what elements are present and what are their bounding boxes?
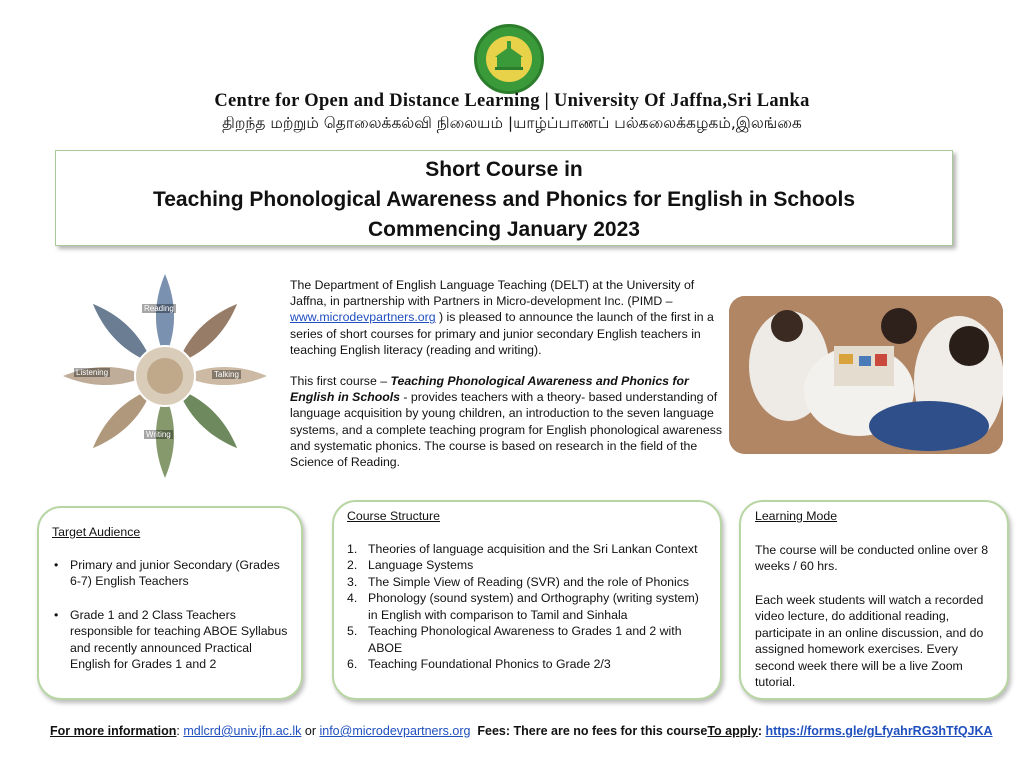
petal-label-talking: Talking xyxy=(214,370,239,379)
title-line-3: Commencing January 2023 xyxy=(368,218,640,241)
fees-text: : There are no fees for this course xyxy=(505,724,708,738)
learning-mode-heading: Learning Mode xyxy=(755,509,838,523)
item-text: Theories of language acquisition and the Sri Lankan Context xyxy=(368,541,698,556)
item-text: Phonology (sound system) and Orthography (writing system) in English with comparison to Tamil and Sinhala xyxy=(368,591,699,622)
course-structure-item xyxy=(347,541,709,558)
course-structure-item xyxy=(347,623,709,656)
target-audience-heading: Target Audience xyxy=(52,525,141,539)
pimd-website-link[interactable]: www.microdevpartners.org xyxy=(290,310,436,325)
intro-p1-text: The Department of English Language Teaching (DELT) at the University of Jaffna, in partnership with Partners in Micro-development Inc. (PIMD – xyxy=(290,278,695,309)
audience-item: • Grade 1 and 2 Class Teachers responsible for teaching ABOE Syllabus and recently announced Practical English for Grades 1 and 2 xyxy=(52,607,288,673)
organization-name-tamil: திறந்த மற்றும் தொலைக்கல்வி நிலையம் |யாழ்ப்பாணப் பல்கலைக்கழகம்,இலங்கை xyxy=(222,114,802,132)
university-logo xyxy=(474,24,544,94)
more-info-label: For more information xyxy=(50,724,177,738)
intro-p1-text-end: ) is pleased to announce the launch of the first in a series of short courses for primary and junior secondary English teachers in teaching English literacy (reading and writing). xyxy=(290,310,714,357)
item-number: 5. xyxy=(347,624,358,638)
course-structure-item xyxy=(347,590,709,623)
item-number: 3. xyxy=(347,574,358,589)
literacy-flower-graphic xyxy=(52,270,278,482)
course-structure-item xyxy=(347,574,709,591)
classroom-photo xyxy=(729,296,1003,454)
title-line-2: Teaching Phonological Awareness and Phonics for English in Schools xyxy=(152,188,856,211)
audience-item: • Primary and junior Secondary (Grades 6-7) English Teachers xyxy=(52,557,288,590)
email-link-info[interactable]: info@microdevpartners.org xyxy=(319,724,471,738)
petal-label-listening: Listening xyxy=(76,368,109,377)
intro-p2-text: This first course – xyxy=(290,374,391,389)
item-number: 1. xyxy=(347,541,358,556)
course-structure-item xyxy=(347,557,709,574)
apply-form-link[interactable]: https://forms.gle/gLfyahrRG3hTfQJKA xyxy=(765,724,993,738)
petal-label-reading: Reading xyxy=(144,304,174,313)
item-number: 6. xyxy=(347,657,358,671)
course-title-box xyxy=(55,150,953,246)
item-text: Teaching Foundational Phonics to Grade 2/3 xyxy=(368,657,611,671)
item-number: 4. xyxy=(347,591,358,605)
course-structure-heading: Course Structure xyxy=(347,509,440,523)
learning-mode-box xyxy=(739,500,1009,700)
apply-colon: : xyxy=(757,724,766,738)
target-audience-box xyxy=(37,506,303,700)
intro-p2-text-end: - provides teachers with a theory- based understanding of language acquisition by young children, an introduction to the seven language systems, and a complete teaching program for English phonological awareness and systematic phonics. The course is based on research in the field of the Science of Reading. xyxy=(290,390,722,470)
item-text: The Simple View of Reading (SVR) and the role of Phonics xyxy=(368,574,690,589)
organization-name-english: Centre for Open and Distance Learning | University Of Jaffna,Sri Lanka xyxy=(214,91,810,111)
footer-contact-line xyxy=(50,724,1020,738)
fees-label: Fees xyxy=(477,724,506,738)
learning-mode-description: Each week students will watch a recorded video lecture, do additional reading, participate in an online discussion, and do assigned homework exercises. Every second week there will be a live Zoom tutorial. xyxy=(755,592,984,689)
footer-colon: : xyxy=(176,724,184,738)
course-structure-box xyxy=(332,500,722,700)
course-structure-item xyxy=(347,656,709,673)
item-number: 2. xyxy=(347,558,358,572)
logo-building-icon xyxy=(477,27,541,91)
learning-mode-duration: The course will be conducted online over 8 weeks / 60 hrs. xyxy=(755,542,989,573)
footer-or: or xyxy=(301,724,320,738)
apply-label: To apply xyxy=(707,724,758,738)
item-text: Language Systems xyxy=(368,558,474,572)
title-line-1: Short Course in xyxy=(425,158,583,181)
email-link-mdlcrd[interactable]: mdlcrd@univ.jfn.ac.lk xyxy=(183,724,302,738)
course-name-emphasis: Teaching Phonological Awareness and Phonics for English in Schools xyxy=(290,374,689,405)
intro-text xyxy=(290,277,722,485)
intro-paragraph-1 xyxy=(290,277,722,358)
petal-label-writing: Writing xyxy=(146,430,171,439)
intro-paragraph-2 xyxy=(290,373,722,470)
item-text: Teaching Phonological Awareness to Grades 1 and 2 with ABOE xyxy=(368,624,682,655)
